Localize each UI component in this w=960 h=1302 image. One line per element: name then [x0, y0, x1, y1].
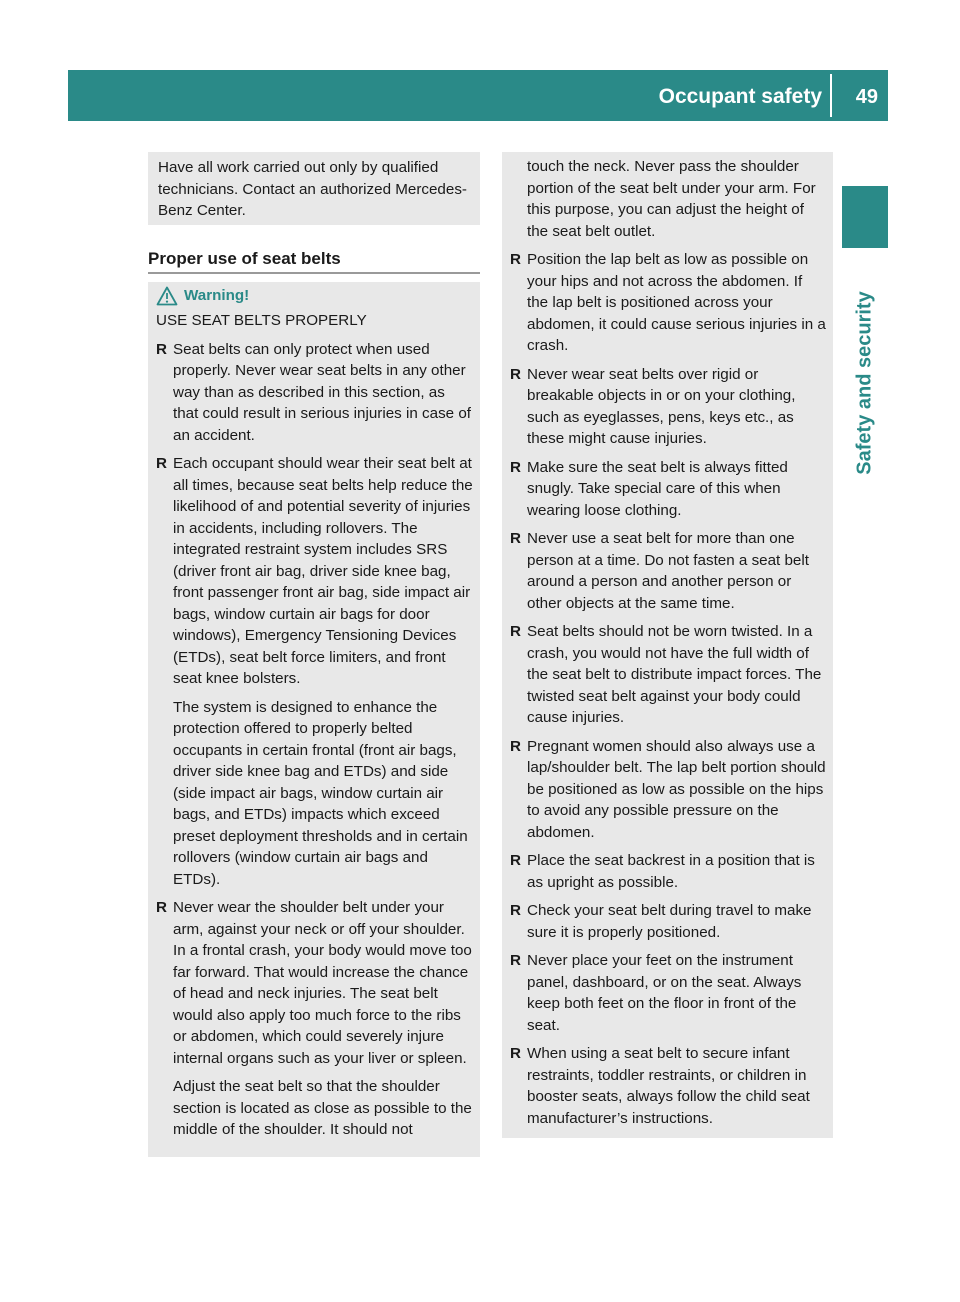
bullet-text: Seat belts should not be worn twisted. In a crash, you would not have the full width of the seat belt to distribute impact forces. The twisted seat belt against your body could cause injuries.	[527, 623, 822, 726]
warning-bullet	[156, 897, 474, 1069]
warning-bullet	[510, 621, 827, 729]
bullet-text: Make sure the seat belt is always fitted snugly. Take special care of this when wearing loose clothing.	[527, 458, 788, 519]
bullet-text: Position the lap belt as low as possible on your hips and not across the abdomen. If the lap belt is positioned across your abdomen, it could cause serious injuries in a crash.	[527, 251, 826, 354]
continuation-text: touch the neck. Never pass the shoulder portion of the seat belt under your arm. For this purpose, you can adjust the height of the seat belt outlet.	[527, 158, 816, 240]
bullet-text: Place the seat backrest in a position that is as upright as possible.	[527, 852, 815, 891]
bullet-mark: R	[510, 530, 521, 547]
bullet-continuation	[510, 156, 827, 242]
bullet-mark: R	[510, 458, 521, 476]
side-section-label-text: Safety and security	[853, 291, 876, 475]
warning-header	[156, 285, 474, 306]
note-box	[148, 152, 480, 225]
warning-bullet	[510, 364, 827, 450]
warning-subtitle: USE SEAT BELTS PROPERLY	[156, 312, 367, 329]
note-text: Have all work carried out only by qualified technicians. Contact an authorized Mercedes-Benz Center.	[158, 159, 467, 219]
bullet-text: Never wear seat belts over rigid or breakable objects in or on your clothing, such as eyeglasses, pens, keys etc., as these might cause injuries.	[527, 365, 796, 447]
bullet-text: Seat belts can only protect when used properly. Never wear seat belts in any other way than as described in this section, as that could result in serious injuries in case of an accident.	[173, 340, 471, 444]
bullet-text: Check your seat belt during travel to make sure it is properly positioned.	[527, 902, 812, 941]
continuation-text: Adjust the seat belt so that the shoulder section is located as close as possible to the middle of the shoulder. It should not	[173, 1078, 472, 1138]
bullet-mark: R	[510, 623, 521, 640]
bullet-continuation	[156, 697, 474, 891]
warning-bullet	[510, 736, 827, 844]
bullet-text: When using a seat belt to secure infant restraints, toddler restraints, or children in booster seats, always follow the child seat manufacturer’s instructions.	[527, 1045, 810, 1127]
bullet-text: Never wear the shoulder belt under your arm, against your neck or off your shoulder. In a frontal crash, your body would move too far forward. That would increase the chance of head and neck injuries. The seat belt would also apply too much force to the ribs or abdomen, which could severely injure internal organs such as your liver or spleen.	[173, 899, 472, 1067]
warning-title: Warning!	[184, 287, 250, 304]
warning-bullet	[510, 850, 827, 893]
warning-box-continued	[502, 152, 833, 1138]
warning-box	[148, 282, 480, 1157]
bullet-mark: R	[510, 952, 521, 969]
warning-bullet	[510, 900, 827, 943]
page-header	[68, 70, 888, 121]
warning-bullet	[510, 950, 827, 1036]
bullet-text: Each occupant should wear their seat belt at all times, because seat belts help reduce the likelihood of and potential severity of injuries in accidents, including rollovers. The integrated restraint system includes SRS (driver front air bag, driver side knee bag, front passenger front air bag, side impact air bags, window curtain air bags for door windows), Emergency Tensioning Devices (ETDs), seat belt force limiters, and front seat knee bolsters.	[173, 455, 473, 687]
bullet-text: Never place your feet on the instrument panel, dashboard, or on the seat. Always keep both feet on the floor in front of the seat.	[527, 952, 802, 1034]
bullet-mark: R	[510, 365, 521, 383]
continuation-text: The system is designed to enhance the protection offered to properly belted occupants in certain frontal (front air bags, driver side knee bag and ETDs) and side (side impact air bags, window curtain air bags, and ETDs) impacts which exceed preset deployment thresholds and in certain rollovers (window curtain air bags and ETDs).	[173, 698, 468, 888]
warning-bullet	[510, 528, 827, 614]
bullet-text: Never use a seat belt for more than one person at a time. Do not fasten a seat belt around a person and another person or other objects at the same time.	[527, 530, 809, 612]
warning-bullet	[156, 453, 474, 690]
warning-bullet	[510, 249, 827, 357]
header-title: Occupant safety	[658, 85, 822, 108]
warning-bullet	[156, 339, 474, 447]
section-tab-marker	[842, 186, 888, 248]
warning-bullet	[510, 457, 827, 522]
page-number: 49	[855, 86, 878, 108]
bullet-mark: R	[156, 340, 167, 358]
section-heading: Proper use of seat belts	[148, 249, 341, 268]
bullet-text: Pregnant women should also always use a lap/shoulder belt. The lap belt portion should be positioned as low as possible on the hips to avoid any possible pressure on the abdomen.	[527, 737, 826, 841]
bullet-mark: R	[510, 251, 521, 268]
bullet-mark: R	[510, 852, 521, 869]
warning-bullet	[510, 1043, 827, 1129]
side-section-label	[842, 258, 888, 508]
bullet-mark: R	[510, 1045, 521, 1062]
bullet-mark: R	[510, 902, 521, 919]
bullet-mark: R	[156, 899, 167, 916]
bullet-continuation	[156, 1076, 474, 1141]
warning-triangle-icon	[156, 286, 178, 306]
section-divider	[148, 272, 480, 274]
header-divider	[830, 74, 832, 117]
bullet-mark: R	[510, 737, 521, 755]
bullet-mark: R	[156, 455, 167, 472]
